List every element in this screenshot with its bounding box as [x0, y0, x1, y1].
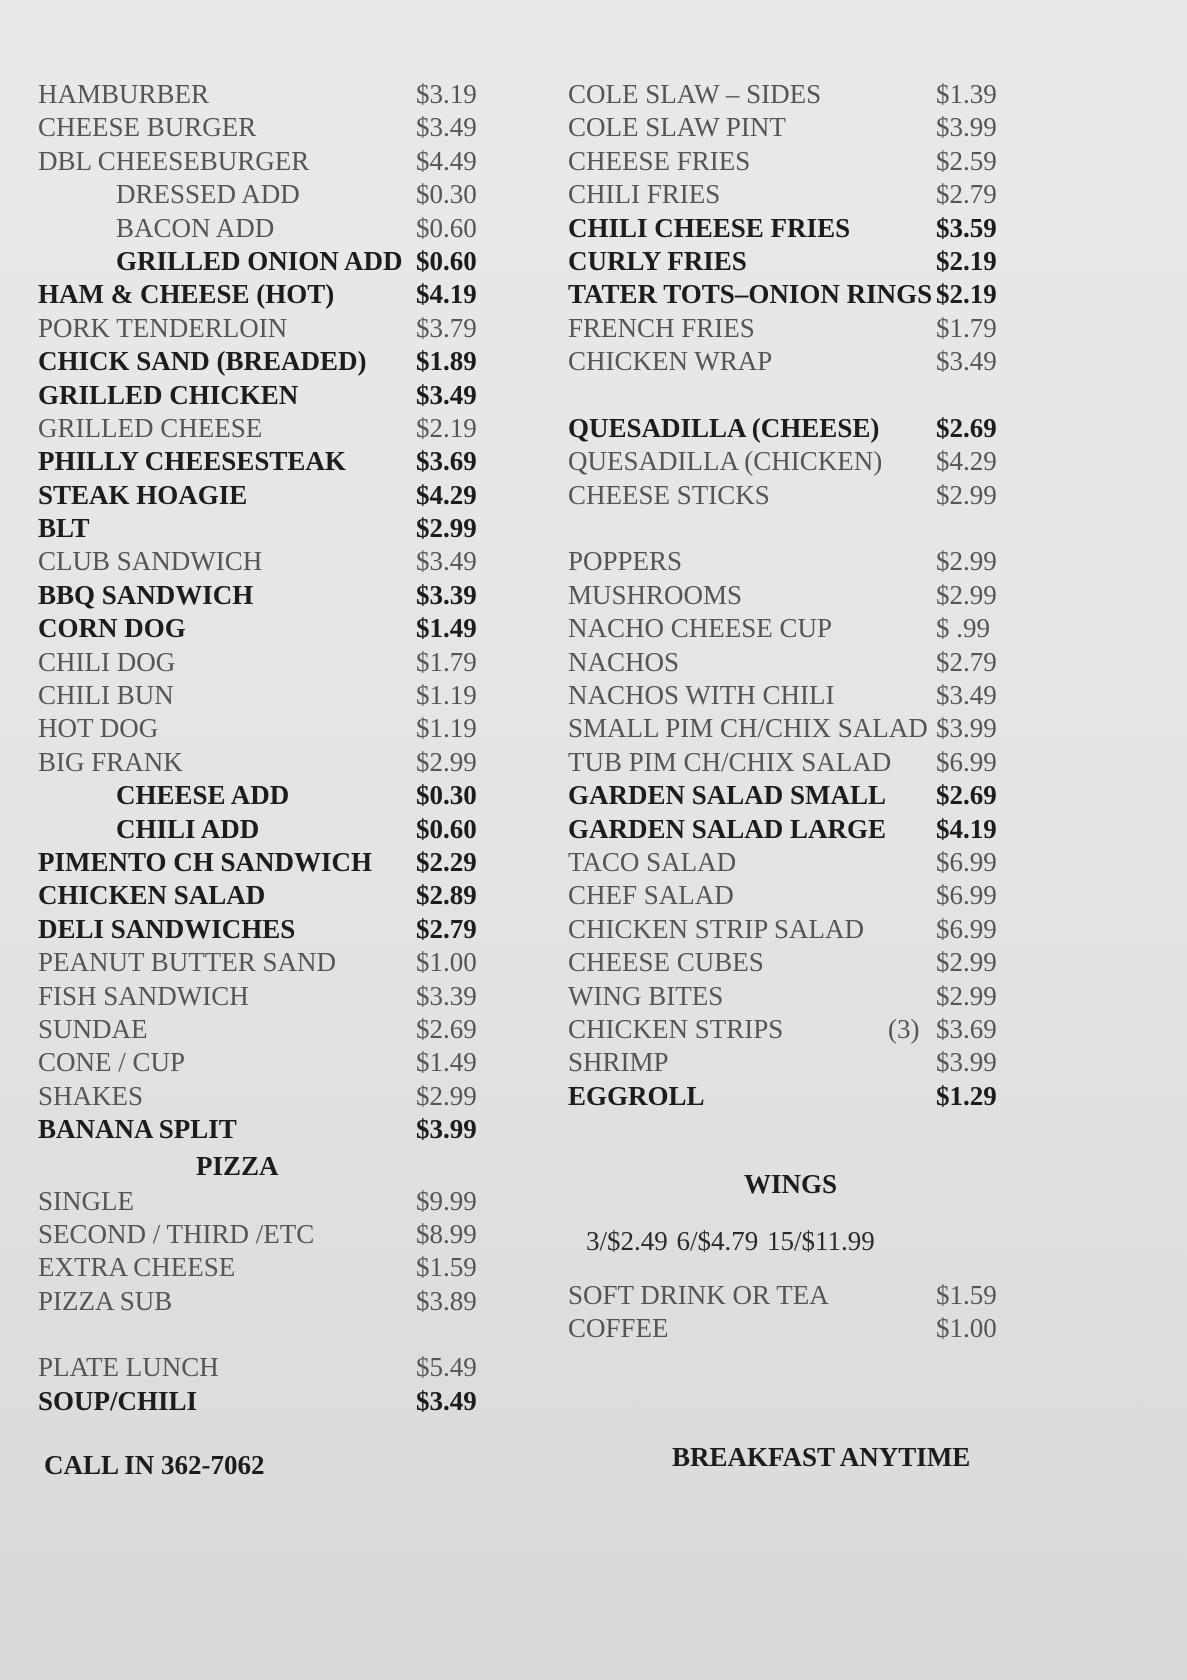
menu-item: [568, 746, 1058, 779]
menu-item-price: $2.19: [936, 279, 997, 310]
menu-item-name: CHICKEN STRIP SALAD: [568, 913, 865, 944]
menu-item-price: $1.19: [416, 713, 477, 744]
spacer: [568, 379, 1058, 412]
menu-item-price: $4.29: [416, 479, 477, 510]
menu-item: [568, 145, 1058, 178]
menu-item: [38, 1046, 508, 1079]
menu-item-price: $1.79: [416, 646, 477, 677]
menu-item: [568, 1080, 1058, 1113]
menu-item-price: $2.99: [936, 980, 997, 1011]
menu-item-price: $3.49: [416, 379, 477, 410]
menu-item-price: $4.29: [936, 446, 997, 477]
menu-item: [38, 779, 508, 812]
menu-item-price: $2.99: [936, 479, 997, 510]
menu-item-price: $1.00: [936, 1312, 997, 1343]
menu-item: [568, 479, 1058, 512]
menu-item: [568, 278, 1058, 311]
menu-item-price: $5.49: [416, 1352, 477, 1383]
menu-item-name: PLATE LUNCH: [38, 1352, 219, 1383]
menu-item: [38, 1080, 508, 1113]
menu-item-price: $2.79: [936, 646, 997, 677]
menu-item-price: $0.30: [416, 179, 477, 210]
menu-item: [568, 212, 1058, 245]
menu-item: [38, 245, 508, 278]
menu-item-price: $9.99: [416, 1185, 477, 1216]
menu-item-price: $2.79: [936, 179, 997, 210]
menu-item-price: $3.49: [416, 546, 477, 577]
menu-item: [568, 846, 1058, 879]
menu-item-price: $2.99: [936, 546, 997, 577]
menu-item-name: CORN DOG: [38, 613, 186, 644]
menu-item-price: $2.19: [936, 245, 997, 276]
menu-item-price: $2.89: [416, 880, 477, 911]
menu-item: [568, 545, 1058, 578]
menu-item-name: SUNDAE: [38, 1013, 148, 1044]
menu-item: [38, 111, 508, 144]
menu-item: [568, 1279, 1058, 1312]
menu-item: [38, 712, 508, 745]
menu-item-price: $0.30: [416, 780, 477, 811]
menu-item-name: CHEESE FRIES: [568, 145, 751, 176]
menu-item-name: SINGLE: [38, 1185, 134, 1216]
menu-item-name: PEANUT BUTTER SAND: [38, 947, 337, 978]
menu-item-price: $3.59: [936, 212, 997, 243]
menu-item-name: CHEF SALAD: [568, 880, 734, 911]
menu-item-name: CHICKEN SALAD: [38, 880, 266, 911]
menu-item-name: COLE SLAW – SIDES: [568, 79, 822, 109]
menu-item-name: POPPERS: [568, 546, 683, 577]
menu-item: [568, 646, 1058, 679]
menu-item-name: COFFEE: [568, 1312, 669, 1343]
pizza-list: [38, 1185, 508, 1319]
menu-item-name: HOT DOG: [38, 713, 159, 744]
menu-item-name: PIZZA SUB: [38, 1285, 173, 1316]
menu-item-name: CHEESE ADD: [116, 780, 290, 811]
menu-item: [38, 312, 508, 345]
menu-item-price: $1.89: [416, 346, 477, 377]
menu-item-price: $2.99: [416, 1080, 477, 1111]
menu-item-price: $4.19: [416, 279, 477, 310]
menu-item-price: $1.79: [936, 312, 997, 343]
menu-item-name: CHICKEN WRAP: [568, 346, 773, 377]
menu-item-price: $0.60: [416, 212, 477, 243]
menu-item: [38, 212, 508, 245]
menu-item-name: CHEESE CUBES: [568, 947, 764, 978]
menu-item-price: $4.49: [416, 145, 477, 176]
menu-item: [568, 980, 1058, 1013]
menu-item-price: $2.29: [416, 846, 477, 877]
wings-heading: WINGS: [744, 1168, 838, 1199]
menu-item: [568, 1312, 1058, 1345]
sides-list: [568, 78, 1058, 379]
menu-item-price: $3.69: [936, 1013, 997, 1044]
menu-item: [568, 1013, 1058, 1046]
spacer: [568, 1261, 1058, 1279]
menu-item-price: $6.99: [936, 846, 997, 877]
menu-item-price: $1.49: [416, 613, 477, 644]
menu-item-name: BLT: [38, 513, 90, 544]
menu-item-quantity: (3): [888, 1013, 920, 1044]
menu-item: [38, 545, 508, 578]
menu-item-name: FRENCH FRIES: [568, 312, 755, 343]
menu-item-name: CHILI ADD: [116, 813, 260, 844]
menu-item-price: $3.79: [416, 312, 477, 343]
menu-item-name: SECOND / THIRD /ETC: [38, 1218, 315, 1249]
menu-item: [568, 612, 1058, 645]
menu-item: [38, 846, 508, 879]
menu-item: [38, 746, 508, 779]
quesadilla-list: [568, 412, 1058, 512]
menu-item: [568, 245, 1058, 278]
menu-item-name: TATER TOTS–ONION RINGS: [568, 279, 933, 310]
menu-item: [568, 779, 1058, 812]
sandwich-list: [38, 78, 508, 1147]
menu-item: [568, 813, 1058, 846]
menu-item-name: SOUP/CHILI: [38, 1385, 198, 1416]
menu-item-name: SHAKES: [38, 1080, 144, 1111]
menu-item-name: CHEESE STICKS: [568, 479, 770, 510]
menu-item-price: $2.79: [416, 913, 477, 944]
menu-item-name: EGGROLL: [568, 1080, 705, 1111]
spacer: [568, 1113, 1058, 1146]
menu-item: [38, 178, 508, 211]
menu-item-price: $1.00: [416, 947, 477, 978]
menu-item-name: CLUB SANDWICH: [38, 546, 263, 577]
menu-item-price: $1.49: [416, 1047, 477, 1078]
menu-item: [38, 78, 508, 111]
menu-item: [38, 646, 508, 679]
menu-item-name: SOFT DRINK OR TEA: [568, 1279, 829, 1310]
menu-item: [38, 1285, 508, 1318]
menu-item: [38, 1385, 508, 1418]
menu-item: [568, 579, 1058, 612]
menu-item-name: SHRIMP: [568, 1047, 669, 1078]
menu-item: [38, 980, 508, 1013]
menu-item-name: PIMENTO CH SANDWICH: [38, 846, 373, 877]
menu-item-name: DBL CHEESEBURGER: [38, 145, 310, 176]
menu-item-name: BIG FRANK: [38, 746, 183, 777]
menu-item-name: GRILLED CHEESE: [38, 412, 263, 443]
menu-item-price: $1.29: [936, 1080, 997, 1111]
menu-item-price: $0.60: [416, 813, 477, 844]
spacer: [568, 512, 1058, 545]
menu-item: [38, 479, 508, 512]
menu-item-price: $6.99: [936, 913, 997, 944]
menu-item: [568, 679, 1058, 712]
menu-item-name: QUESADILLA (CHEESE): [568, 412, 880, 443]
menu-item-name: BANANA SPLIT: [38, 1114, 237, 1145]
menu-item: [38, 1218, 508, 1251]
menu-item-name: CHICK SAND (BREADED): [38, 346, 367, 377]
menu-item-price: $1.39: [936, 79, 997, 109]
menu-item-price: $ .99: [936, 613, 990, 644]
menu-item-price: $4.19: [936, 813, 997, 844]
menu-item-name: CHEESE BURGER: [38, 112, 257, 143]
menu-item-price: $1.59: [416, 1252, 477, 1283]
menu-item-name: HAMBURBER: [38, 79, 210, 109]
menu-item-price: $3.99: [936, 1047, 997, 1078]
menu-item-price: $3.49: [416, 112, 477, 143]
menu-item: [568, 913, 1058, 946]
menu-item-name: GRILLED ONION ADD: [116, 245, 403, 276]
menu-item-name: HAM & CHEESE (HOT): [38, 279, 335, 310]
menu-item-price: $2.99: [936, 579, 997, 610]
menu-column-left: [38, 78, 508, 1418]
menu-item-price: $3.19: [416, 79, 477, 109]
menu-item: [38, 1351, 508, 1384]
menu-item: [38, 445, 508, 478]
menu-item-name: TACO SALAD: [568, 846, 737, 877]
menu-item-price: $2.69: [936, 780, 997, 811]
menu-item: [38, 913, 508, 946]
menu-item-price: $3.39: [416, 980, 477, 1011]
menu-item: [568, 78, 1058, 111]
appetizer-salad-list: [568, 545, 1058, 1113]
menu-item-name: BBQ SANDWICH: [38, 579, 254, 610]
menu-item: [38, 278, 508, 311]
breakfast-banner: BREAKFAST ANYTIME: [672, 1442, 971, 1472]
menu-item-price: $3.99: [416, 1114, 477, 1145]
menu-item-price: $8.99: [416, 1218, 477, 1249]
menu-item: [568, 345, 1058, 378]
menu-item-name: EXTRA CHEESE: [38, 1252, 236, 1283]
menu-item-price: $3.99: [936, 112, 997, 143]
menu-item-name: CHILI CHEESE FRIES: [568, 212, 851, 243]
menu-item: [38, 412, 508, 445]
menu-item-price: $2.19: [416, 412, 477, 443]
menu-column-right: [568, 78, 1058, 1345]
menu-item-name: GARDEN SALAD SMALL: [568, 780, 887, 811]
menu-item: [568, 111, 1058, 144]
spacer: [568, 1147, 1058, 1165]
pizza-heading: PIZZA: [196, 1150, 279, 1181]
menu-item-name: PORK TENDERLOIN: [38, 312, 288, 343]
menu-item: [38, 1185, 508, 1218]
menu-item: [38, 679, 508, 712]
menu-item: [38, 946, 508, 979]
spacer: [568, 1203, 1058, 1221]
menu-item-name: CHILI FRIES: [568, 179, 721, 210]
menu-item-price: $6.99: [936, 746, 997, 777]
menu-item: [568, 312, 1058, 345]
menu-item-price: $2.69: [416, 1013, 477, 1044]
menu-item-name: CURLY FRIES: [568, 245, 747, 276]
menu-item: [38, 813, 508, 846]
menu-item-name: SMALL PIM CH/CHIX SALAD: [568, 713, 928, 744]
menu-item-price: $3.39: [416, 579, 477, 610]
menu-item-name: CHICKEN STRIPS: [568, 1013, 784, 1044]
menu-item-price: $3.89: [416, 1285, 477, 1316]
menu-item: [38, 379, 508, 412]
drinks-list: [568, 1279, 1058, 1346]
menu-item: [568, 879, 1058, 912]
menu-item: [568, 412, 1058, 445]
menu-item-price: $3.69: [416, 446, 477, 477]
menu-item: [568, 445, 1058, 478]
menu-item-name: CHILI BUN: [38, 680, 174, 711]
menu-item-price: $2.99: [416, 513, 477, 544]
menu-item-name: DRESSED ADD: [116, 179, 300, 210]
menu-item-price: $2.99: [936, 947, 997, 978]
menu-item: [568, 946, 1058, 979]
menu-item: [38, 1113, 508, 1146]
menu-item-name: BACON ADD: [116, 212, 275, 243]
wings-prices: 3/$2.49 6/$4.79 15/$11.99: [586, 1225, 875, 1256]
menu-item-price: $1.59: [936, 1279, 997, 1310]
menu-item-price: $3.99: [936, 713, 997, 744]
menu-item: [568, 712, 1058, 745]
menu-item-name: QUESADILLA (CHICKEN): [568, 446, 883, 477]
menu-item: [568, 1046, 1058, 1079]
menu-item-name: CHILI DOG: [38, 646, 176, 677]
menu-item-price: $3.49: [936, 680, 997, 711]
menu-item: [38, 579, 508, 612]
menu-item-name: WING BITES: [568, 980, 724, 1011]
menu-item-price: $1.19: [416, 680, 477, 711]
menu-item-name: FISH SANDWICH: [38, 980, 249, 1011]
menu-item-name: MUSHROOMS: [568, 579, 743, 610]
menu-item-name: COLE SLAW PINT: [568, 112, 786, 143]
menu-item: [38, 612, 508, 645]
menu-item: [38, 145, 508, 178]
menu-item-name: NACHOS: [568, 646, 680, 677]
call-in-phone: CALL IN 362-7062: [44, 1450, 265, 1480]
menu-item-name: CONE / CUP: [38, 1047, 186, 1078]
menu-item-price: $3.49: [936, 346, 997, 377]
menu-item-name: TUB PIM CH/CHIX SALAD: [568, 746, 892, 777]
spacer: [38, 1318, 508, 1351]
menu-item-price: $6.99: [936, 880, 997, 911]
menu-item-price: $2.69: [936, 412, 997, 443]
menu-item-price: $0.60: [416, 245, 477, 276]
menu-item-price: $2.99: [416, 746, 477, 777]
menu-item-price: $2.59: [936, 145, 997, 176]
menu-item: [568, 178, 1058, 211]
menu-item-price: $3.49: [416, 1385, 477, 1416]
menu-item: [38, 1251, 508, 1284]
menu-item-name: NACHOS WITH CHILI: [568, 680, 835, 711]
menu-item: [38, 345, 508, 378]
menu-item: [38, 879, 508, 912]
menu-item-name: PHILLY CHEESESTEAK: [38, 446, 346, 477]
menu-item: [38, 512, 508, 545]
menu-item: [38, 1013, 508, 1046]
menu-item-name: GARDEN SALAD LARGE: [568, 813, 887, 844]
menu-item-name: NACHO CHEESE CUP: [568, 613, 833, 644]
menu-item-name: DELI SANDWICHES: [38, 913, 296, 944]
lunch-list: [38, 1351, 508, 1418]
menu-item-name: GRILLED CHICKEN: [38, 379, 299, 410]
menu-item-name: STEAK HOAGIE: [38, 479, 248, 510]
